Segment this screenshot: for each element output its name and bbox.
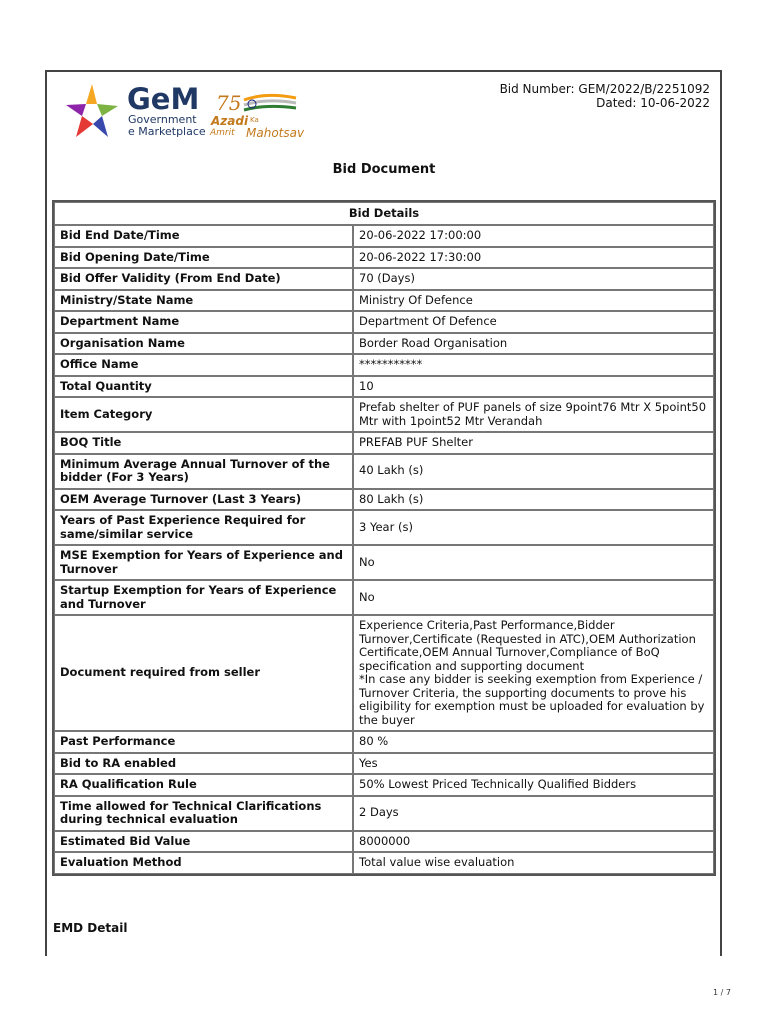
row-label: Startup Exemption for Years of Experience and Turnover xyxy=(54,580,353,615)
row-label: Office Name xyxy=(54,354,353,376)
table-row xyxy=(54,397,714,432)
row-label: Estimated Bid Value xyxy=(54,831,353,853)
svg-text:75: 75 xyxy=(216,91,242,115)
row-label: Department Name xyxy=(54,311,353,333)
row-label: Bid Offer Validity (From End Date) xyxy=(54,268,353,290)
row-label: Item Category xyxy=(54,397,353,432)
row-value: 20-06-2022 17:30:00 xyxy=(353,247,714,269)
table-row xyxy=(54,831,714,853)
row-label: BOQ Title xyxy=(54,432,353,454)
table-row xyxy=(54,489,714,511)
table-row xyxy=(54,852,714,874)
row-value: Yes xyxy=(353,753,714,775)
table-row xyxy=(54,311,714,333)
row-value: PREFAB PUF Shelter xyxy=(353,432,714,454)
bid-date: Dated: 10-06-2022 xyxy=(596,96,710,110)
table-heading-row xyxy=(54,202,714,225)
gem-logo-sub1: Government xyxy=(128,113,197,126)
azadi-ka-amrit-mahotsav-logo xyxy=(210,88,305,142)
azadi-ka-text: Ka xyxy=(250,116,259,124)
row-label: OEM Average Turnover (Last 3 Years) xyxy=(54,489,353,511)
table-row xyxy=(54,615,714,731)
bid-number: Bid Number: GEM/2022/B/2251092 xyxy=(499,82,710,96)
table-row xyxy=(54,510,714,545)
row-value: Ministry Of Defence xyxy=(353,290,714,312)
row-value: 2 Days xyxy=(353,796,714,831)
row-value: 40 Lakh (s) xyxy=(353,454,714,489)
row-value: 70 (Days) xyxy=(353,268,714,290)
amrit-text: Amrit xyxy=(210,128,235,138)
table-row xyxy=(54,731,714,753)
row-label: Minimum Average Annual Turnover of the bidder (For 3 Years) xyxy=(54,454,353,489)
row-label: Years of Past Experience Required for same/similar service xyxy=(54,510,353,545)
emd-detail-heading: EMD Detail xyxy=(53,921,128,935)
table-row xyxy=(54,796,714,831)
row-value: Total value wise evaluation xyxy=(353,852,714,874)
row-value: No xyxy=(353,580,714,615)
bid-details-table xyxy=(52,200,716,876)
table-row xyxy=(54,225,714,247)
table-row xyxy=(54,580,714,615)
row-label: MSE Exemption for Years of Experience and Turnover xyxy=(54,545,353,580)
row-label: Evaluation Method xyxy=(54,852,353,874)
row-value: 3 Year (s) xyxy=(353,510,714,545)
gem-logo-text: GeM xyxy=(127,82,200,116)
row-value: *********** xyxy=(353,354,714,376)
row-label: Bid End Date/Time xyxy=(54,225,353,247)
row-value: 10 xyxy=(353,376,714,398)
azadi-text: Azadi xyxy=(211,114,249,128)
table-row xyxy=(54,545,714,580)
logo-area xyxy=(62,80,312,144)
table-row xyxy=(54,354,714,376)
document-title: Bid Document xyxy=(332,162,436,177)
row-value: No xyxy=(353,545,714,580)
mahotsav-text: Mahotsav xyxy=(246,126,305,140)
page-number: 1 / 7 xyxy=(713,988,731,997)
table-row xyxy=(54,290,714,312)
row-label: Document required from seller xyxy=(54,615,353,731)
row-value: Department Of Defence xyxy=(353,311,714,333)
table-body xyxy=(54,225,714,874)
table-row xyxy=(54,774,714,796)
row-label: Bid to RA enabled xyxy=(54,753,353,775)
table-row xyxy=(54,268,714,290)
table-row xyxy=(54,753,714,775)
row-label: Time allowed for Technical Clarifications during technical evaluation xyxy=(54,796,353,831)
row-label: Past Performance xyxy=(54,731,353,753)
gem-star-logo-icon xyxy=(62,80,122,142)
row-label: Total Quantity xyxy=(54,376,353,398)
row-value: Prefab shelter of PUF panels of size 9point76 Mtr X 5point50 Mtr with 1point52 Mtr Verandah xyxy=(353,397,714,432)
row-value: 80 Lakh (s) xyxy=(353,489,714,511)
row-value: 8000000 xyxy=(353,831,714,853)
row-label: Organisation Name xyxy=(54,333,353,355)
row-value: Experience Criteria,Past Performance,Bidder Turnover,Certificate (Requested in ATC),OEM Authorization Certificate,OEM Annual Turnover,Compliance of BoQ specification and supporting document *In case any bidder is seeking exemption from Experience / Turnover Criteria, the supporting documents to prove his eligibility for exemption must be uploaded for evaluation by the buyer xyxy=(353,615,714,731)
row-label: Bid Opening Date/Time xyxy=(54,247,353,269)
table-row xyxy=(54,247,714,269)
table-row xyxy=(54,454,714,489)
table-row xyxy=(54,432,714,454)
row-value: Border Road Organisation xyxy=(353,333,714,355)
row-label: RA Qualification Rule xyxy=(54,774,353,796)
row-value: 50% Lowest Priced Technically Qualified Bidders xyxy=(353,774,714,796)
row-label: Ministry/State Name xyxy=(54,290,353,312)
row-value: 80 % xyxy=(353,731,714,753)
table-heading: Bid Details xyxy=(54,202,714,225)
table-row xyxy=(54,376,714,398)
gem-logo-sub2: e Marketplace xyxy=(128,125,206,138)
row-value: 20-06-2022 17:00:00 xyxy=(353,225,714,247)
table-row xyxy=(54,333,714,355)
